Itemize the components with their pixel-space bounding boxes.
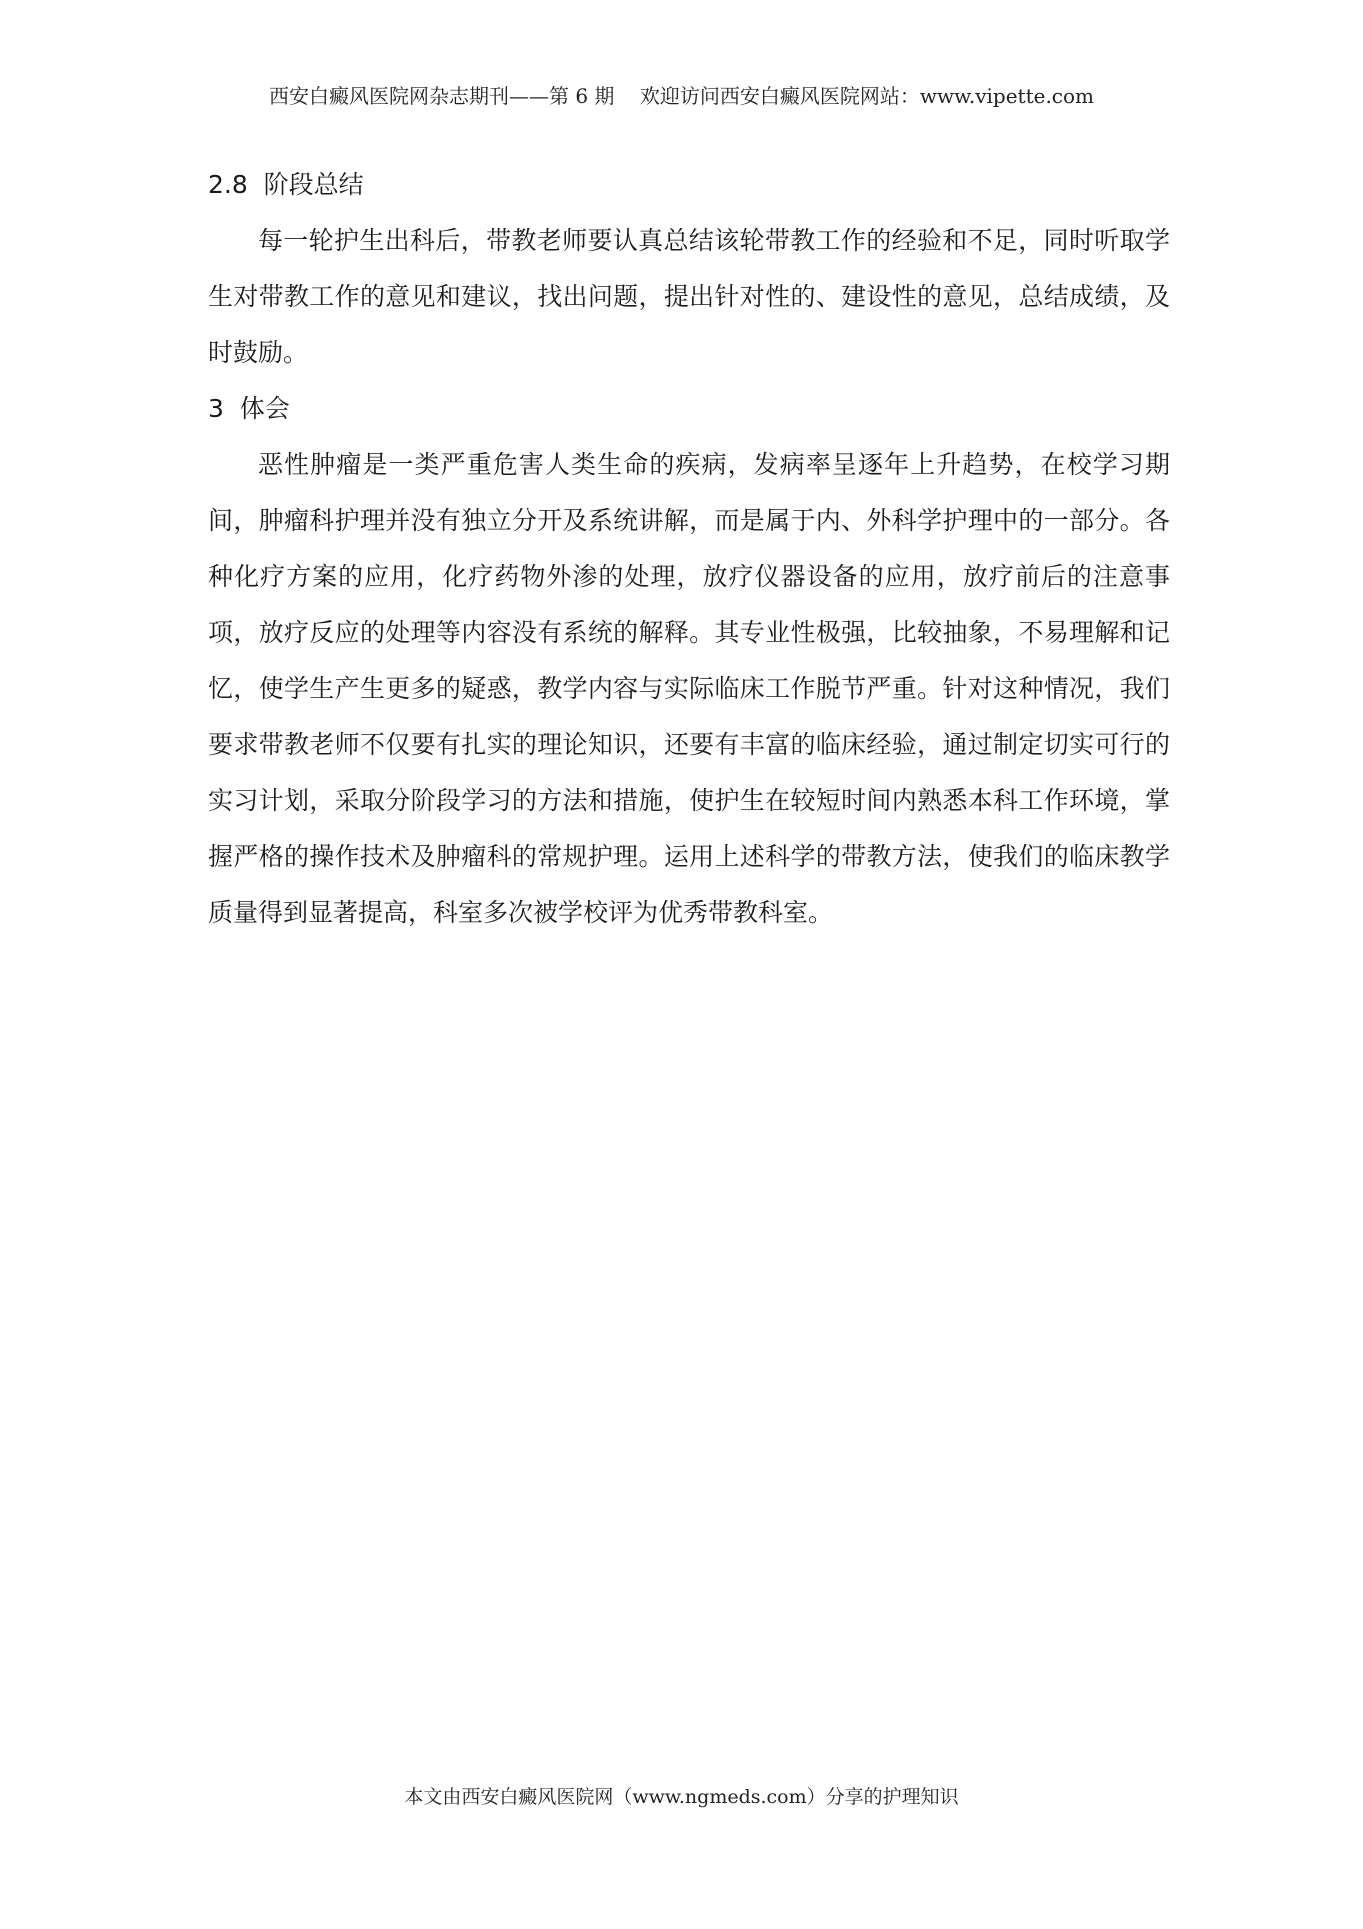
section-heading-2-8: 2.8 阶段总结 — [208, 170, 364, 199]
section-paragraph-2-8: 每一轮护生出科后，带教老师要认真总结该轮带教工作的经验和不足，同时听取学生对带教工作的意见和建议，找出问题，提出针对性的、建设性的意见，总结成绩，及时鼓励。 — [208, 226, 1170, 367]
section-paragraph-3: 恶性肿瘤是一类严重危害人类生命的疾病，发病率呈逐年上升趋势，在校学习期间，肿瘤科护理并没有独立分开及系统讲解，而是属于内、外科学护理中的一部分。各种化疗方案的应用，化疗药物外渗的处理，放疗仪器设备的应用，放疗前后的注意事项，放疗反应的处理等内容没有系统的解释。其专业性极强，比较抽象，不易理解和记忆，使学生产生更多的疑惑，教学内容与实际临床工作脱节严重。针对这种情况，我们要求带教老师不仅要有扎实的理论知识，还要有丰富的临床经验，通过制定切实可行的实习计划，采取分阶段学习的方法和措施，使护生在较短时间内熟悉本科工作环境，掌握严格的操作技术及肿瘤科的常规护理。运用上述科学的带教方法，使我们的临床教学质量得到显著提高，科室多次被学校评为优秀带教科室。 — [208, 450, 1170, 927]
document-body — [208, 157, 1170, 941]
page-header: 西安白癜风医院网杂志期刊——第 6 期 欢迎访问西安白癜风医院网站：www.vipette.com — [268, 84, 1095, 108]
page-footer: 本文由西安白癜风医院网（www.ngmeds.com）分享的护理知识 — [404, 1786, 959, 1808]
section-heading-3: 3 体会 — [208, 394, 290, 423]
